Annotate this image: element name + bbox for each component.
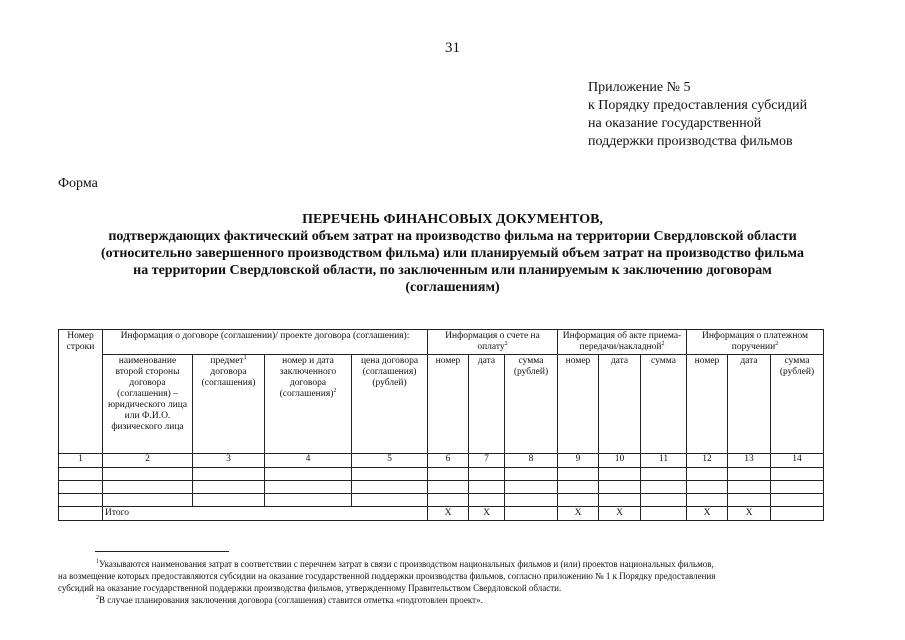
title-line: подтверждающих фактический объем затрат на производство фильма на территории Свердловской области xyxy=(108,229,797,244)
column-number: 4 xyxy=(265,454,352,468)
column-number: 12 xyxy=(687,454,728,468)
appendix-line: к Порядку предоставления субсидий xyxy=(588,98,808,113)
table-row xyxy=(59,494,824,507)
table-subheader-row xyxy=(59,355,824,454)
footnote-1: $^1$Указываются наименования затрат в соответствии с перечнем затрат в связи с производством национальных фильмов и (или) проектов национальных фильмов, xyxy=(96,559,714,569)
form-label: Форма xyxy=(58,176,98,191)
invoice-group-header: Информация о счете на оплату$^2$ xyxy=(428,330,558,355)
act-date-header: дата xyxy=(599,355,641,454)
payment-date-header: дата xyxy=(728,355,771,454)
footnote-divider xyxy=(95,551,229,552)
column-number-row xyxy=(59,454,824,468)
number-date-header: номер и дата заключенного договора (соглашения)$^2$ xyxy=(265,355,352,454)
invoice-number-header: номер xyxy=(428,355,469,454)
payment-number-header: номер xyxy=(687,355,728,454)
table-row xyxy=(59,468,824,481)
footnote-2: $^2$В случае планирования заключения договора (соглашения) ставится отметка «подготовлен проект». xyxy=(96,595,483,605)
total-row xyxy=(59,507,824,521)
invoice-sum-header: сумма (рублей) xyxy=(505,355,558,454)
column-number: 8 xyxy=(505,454,558,468)
column-number: 9 xyxy=(558,454,599,468)
column-number: 10 xyxy=(599,454,641,468)
column-number: 5 xyxy=(352,454,428,468)
financial-documents-table xyxy=(58,329,824,521)
appendix-line: Приложение № 5 xyxy=(588,80,691,95)
x-mark: Х xyxy=(687,507,728,521)
column-number: 1 xyxy=(59,454,103,468)
column-number: 14 xyxy=(771,454,824,468)
column-number: 13 xyxy=(728,454,771,468)
title-line: (соглашениям) xyxy=(405,280,500,295)
act-number-header: номер xyxy=(558,355,599,454)
appendix-line: на оказание государственной xyxy=(588,116,762,131)
row-number-header: Номер строки xyxy=(59,330,103,454)
act-group-header: Информация об акте приема-передачи/накладной$^2$ xyxy=(558,330,687,355)
title-line: ПЕРЕЧЕНЬ ФИНАНСОВЫХ ДОКУМЕНТОВ, xyxy=(302,212,603,227)
column-number: 2 xyxy=(103,454,193,468)
column-number: 11 xyxy=(641,454,687,468)
total-label: Итого xyxy=(103,507,428,521)
appendix-line: поддержки производства фильмов xyxy=(588,134,793,149)
contract-group-header: Информация о договоре (соглашении)/ проекте договора (соглашения): xyxy=(103,330,428,355)
invoice-date-header: дата xyxy=(469,355,505,454)
appendix-block xyxy=(588,79,888,151)
price-header: цена договора (соглашения) (рублей) xyxy=(352,355,428,454)
x-mark: Х xyxy=(469,507,505,521)
payment-group-header: Информация о платежном поручении$^2$ xyxy=(687,330,824,355)
payment-sum-header: сумма (рублей) xyxy=(771,355,824,454)
document-title xyxy=(40,211,865,296)
column-number: 6 xyxy=(428,454,469,468)
table-header-row xyxy=(59,330,824,355)
act-sum-header: сумма xyxy=(641,355,687,454)
title-line: на территории Свердловской области, по заключенным или планируемым к заключению договорам xyxy=(133,263,772,278)
table-row xyxy=(59,481,824,494)
subject-header: предмет$^1$ договора (соглашения) xyxy=(193,355,265,454)
footnote-1-line: субсидий на оказание государственной поддержки производства фильмов, утвержденному Правительством Свердловской области. xyxy=(58,583,562,593)
footnotes xyxy=(58,558,843,606)
column-number: 3 xyxy=(193,454,265,468)
page-number: 31 xyxy=(445,40,460,56)
x-mark: Х xyxy=(558,507,599,521)
footnote-1-line: на возмещение которых предоставляются субсидии на оказание государственной поддержки производства фильмов, согласно приложению № 1 к Порядку предоставления xyxy=(58,571,716,581)
x-mark: Х xyxy=(728,507,771,521)
x-mark: Х xyxy=(599,507,641,521)
counterparty-header: наименование второй стороны договора (соглашения) – юридического лица или Ф.И.О. физического лица xyxy=(103,355,193,454)
column-number: 7 xyxy=(469,454,505,468)
title-line: (относительно завершенного производством фильма) или планируемый объем затрат на производство фильма xyxy=(100,246,804,261)
x-mark: Х xyxy=(428,507,469,521)
